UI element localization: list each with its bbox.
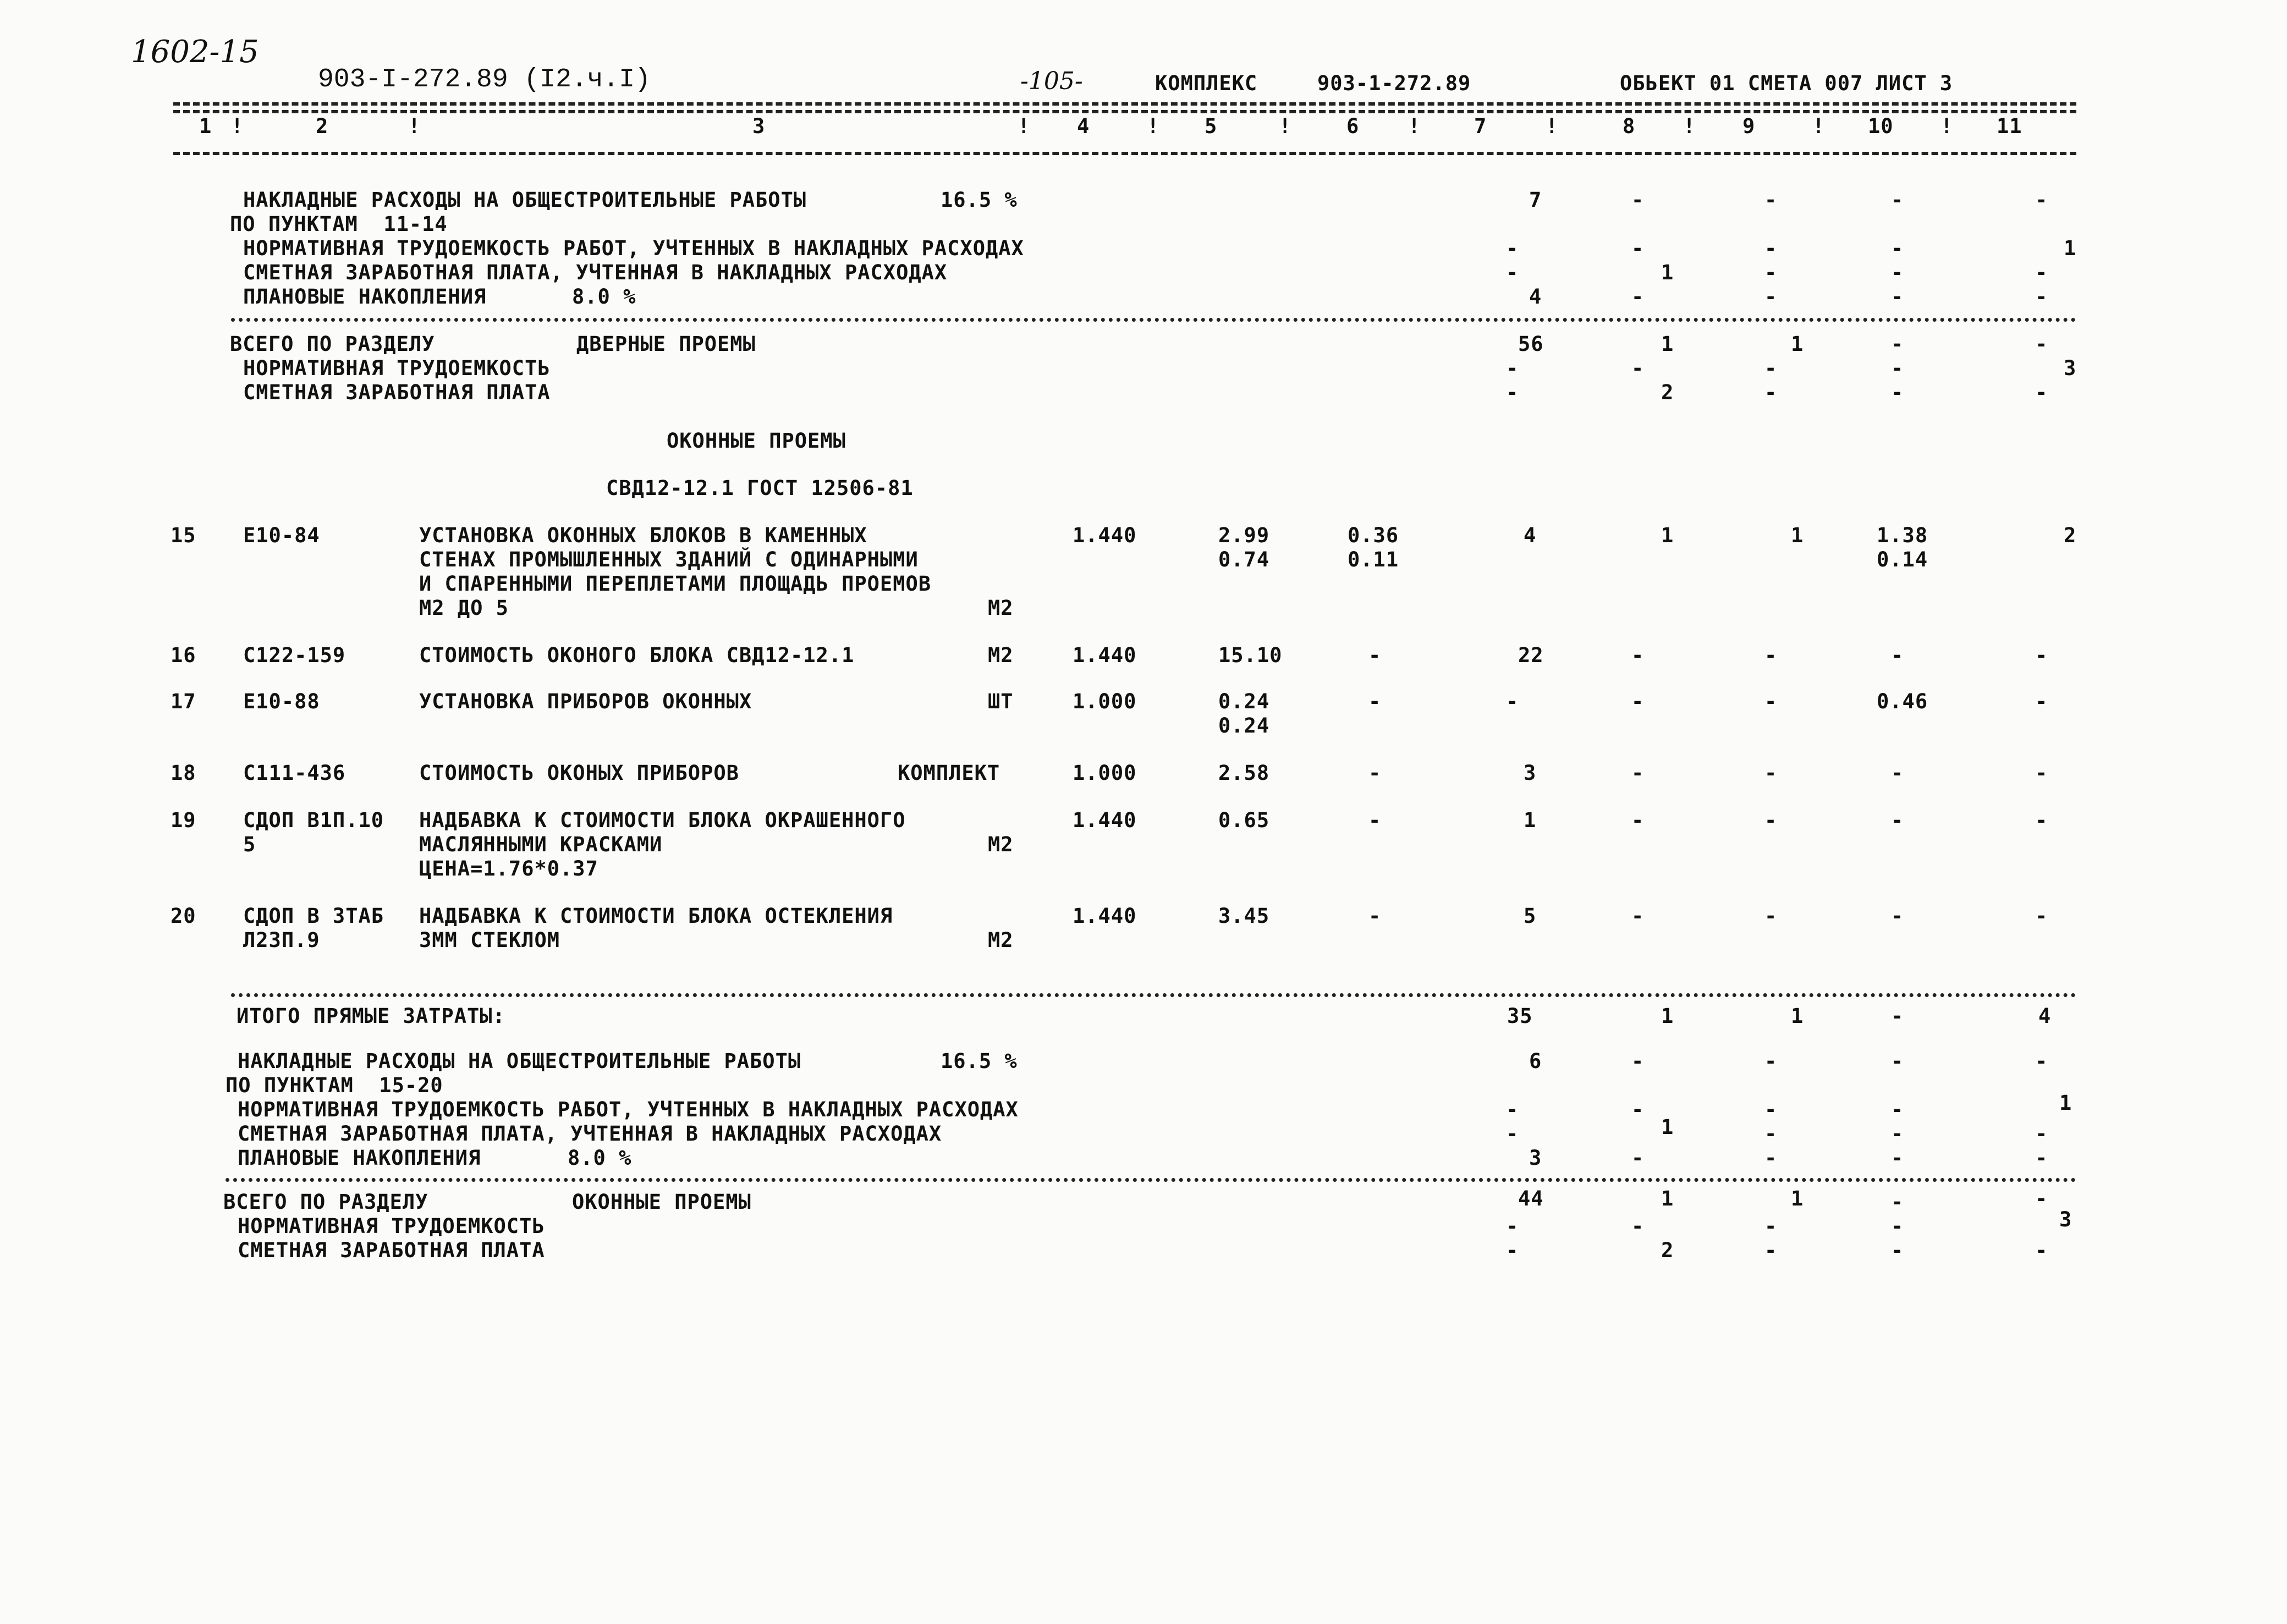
dash-col10: - [1891, 761, 1904, 785]
dash-col11: - [2035, 643, 2048, 667]
dotted-rule-1 [231, 318, 2076, 322]
dash-b2-r4-c9: - [1764, 1122, 1778, 1146]
item-code: СДОП В 3ТАБ [243, 904, 384, 928]
dash-b1-r3-c9: - [1764, 236, 1778, 260]
wage-overhead-label-2: СМЕТНАЯ ЗАРАБОТНАЯ ПЛАТА, УЧТЕННАЯ В НАКЛАДНЫХ РАСХОДАХ [238, 1122, 942, 1146]
item-description: НАДБАВКА К СТОИМОСТИ БЛОКА ОСТЕКЛЕНИЯ [419, 904, 893, 928]
dash-b2-r1-c9: - [1764, 1049, 1778, 1073]
dash-b2-r1-c8: - [1631, 1049, 1645, 1073]
dash-b1-r4-c7: - [1506, 261, 1519, 284]
dash-b2-r1-c10: - [1891, 1049, 1904, 1073]
item-code: С122-159 [243, 643, 346, 667]
column-header-9: 9 [1742, 114, 1756, 138]
dash-b1-r3-c10: - [1891, 236, 1904, 260]
dash-b1-r5-c8: - [1631, 285, 1645, 309]
savings-percent: 8.0 % [572, 285, 636, 309]
dash-col8: - [1631, 904, 1645, 928]
dash-col9: - [1764, 904, 1778, 928]
item-total: 22 [1518, 643, 1544, 667]
column-header-7: 7 [1474, 114, 1487, 138]
norm-labor-overhead-label-2: НОРМАТИВНАЯ ТРУДОЕМКОСТЬ РАБОТ, УЧТЕННЫХ В НАКЛАДНЫХ РАСХОДАХ [238, 1098, 1019, 1121]
item-quantity: 1.440 [1073, 808, 1137, 832]
dash-b1-r4-c11: - [2035, 261, 2048, 284]
norm-labor-overhead-label: НОРМАТИВНАЯ ТРУДОЕМКОСТЬ РАБОТ, УЧТЕННЫХ В НАКЛАДНЫХ РАСХОДАХ [243, 236, 1024, 260]
dash-col8: - [1631, 808, 1645, 832]
item-col8: 1 [1661, 524, 1674, 547]
dash-t2-r1-c10: - [1891, 1190, 1904, 1214]
item-unit: КОМПЛЕКТ [898, 761, 1000, 785]
item-code: Е10-88 [243, 690, 320, 713]
dash-col9: - [1764, 761, 1778, 785]
header-rule-top [173, 102, 2076, 106]
item-description: СТОИМОСТЬ ОКОНЫХ ПРИБОРОВ [419, 761, 739, 785]
savings-label-2: ПЛАНОВЫЕ НАКОПЛЕНИЯ [238, 1146, 481, 1170]
dash-b2-r5-c9: - [1764, 1146, 1778, 1170]
dash-b2-r5-c8: - [1631, 1146, 1645, 1170]
item-description: И СПАРЕННЫМИ ПЕРЕПЛЕТАМИ ПЛОЩАДЬ ПРОЕМОВ [419, 572, 932, 596]
dash-b2-r3-c10: - [1891, 1098, 1904, 1121]
section-wage-c8: 2 [1661, 381, 1674, 404]
dash-b2-r3-c9: - [1764, 1098, 1778, 1121]
dash-b2-r4-c7: - [1506, 1122, 1519, 1146]
overhead-label: НАКЛАДНЫЕ РАСХОДЫ НА ОБЩЕСТРОИТЕЛЬНЫЕ РАБОТЫ [243, 188, 807, 212]
dash-b1-r4-c10: - [1891, 261, 1904, 284]
overhead-c7: 7 [1529, 188, 1542, 212]
dash-t1-r1-c11: - [2035, 332, 2048, 356]
by-items-label: ПО ПУНКТАМ 11-14 [230, 212, 448, 236]
item-total: 4 [1524, 524, 1537, 547]
column-separator: ! [231, 114, 244, 138]
direct-costs-label: ИТОГО ПРЯМЫЕ ЗАТРАТЫ: [237, 1004, 505, 1028]
item-code: Е10-84 [243, 524, 320, 547]
item-total: 3 [1524, 761, 1537, 785]
section-norm-labor-c11-2: 3 [2059, 1208, 2072, 1231]
item-quantity: 1.000 [1073, 761, 1137, 785]
dash-col6: - [1368, 808, 1382, 832]
document-code: 903-I-272.89 (I2.ч.I) [318, 65, 651, 95]
item-code-cont: Л23П.9 [243, 928, 320, 952]
dash-d-c10: - [1891, 1004, 1904, 1028]
dash-b1-r1-c9: - [1764, 188, 1778, 212]
dash-col7: - [1506, 690, 1519, 713]
dotted-rule-3 [226, 1178, 2076, 1182]
dash-t2-r2-c10: - [1891, 1214, 1904, 1238]
dash-t2-r3-c10: - [1891, 1238, 1904, 1262]
section-subtitle: СВД12-12.1 ГОСТ 12506-81 [606, 476, 914, 500]
item-number: 16 [171, 643, 196, 667]
dash-t2-r1-c11: - [2035, 1187, 2048, 1210]
section-total-label-2: ВСЕГО ПО РАЗДЕЛУ [223, 1190, 428, 1214]
overhead-percent-2: 16.5 % [941, 1049, 1018, 1073]
savings-label: ПЛАНОВЫЕ НАКОПЛЕНИЯ [243, 285, 487, 309]
column-header-10: 10 [1868, 114, 1894, 138]
item-total: 1 [1524, 808, 1537, 832]
section-total-c8-2: 1 [1661, 1187, 1674, 1210]
dash-b1-r3-c7: - [1506, 236, 1519, 260]
dash-t2-r2-c8: - [1631, 1214, 1645, 1238]
dash-col8: - [1631, 761, 1645, 785]
dash-col8: - [1631, 643, 1645, 667]
dash-b1-r5-c9: - [1764, 285, 1778, 309]
page-number: -105- [1020, 67, 1083, 95]
by-items-label-2: ПО ПУНКТАМ 15-20 [226, 1074, 443, 1097]
column-header-2: 2 [316, 114, 329, 138]
dash-b2-r3-c7: - [1506, 1098, 1519, 1121]
column-header-6: 6 [1346, 114, 1360, 138]
dash-col10: - [1891, 643, 1904, 667]
wage-overhead-c8-2: 1 [1661, 1115, 1674, 1139]
item-col6-wage: 0.11 [1348, 548, 1399, 571]
column-separator: ! [1683, 114, 1696, 138]
dash-col10: - [1891, 808, 1904, 832]
dash-t2-r3-c11: - [2035, 1238, 2048, 1262]
item-description: УСТАНОВКА ПРИБОРОВ ОКОННЫХ [419, 690, 752, 713]
item-number: 15 [171, 524, 196, 547]
complex-label: КОМПЛЕКС [1155, 71, 1258, 95]
dash-b2-r3-c8: - [1631, 1098, 1645, 1121]
item-quantity: 1.440 [1073, 643, 1137, 667]
dash-col9: - [1764, 808, 1778, 832]
column-header-8: 8 [1623, 114, 1636, 138]
item-unit-price: 0.65 [1218, 808, 1270, 832]
item-unit-price: 15.10 [1218, 643, 1283, 667]
wage-overhead-label: СМЕТНАЯ ЗАРАБОТНАЯ ПЛАТА, УЧТЕННАЯ В НАКЛАДНЫХ РАСХОДАХ [243, 261, 948, 284]
item-code: С111-436 [243, 761, 346, 785]
dotted-rule-2 [231, 993, 2076, 997]
item-code: СДОП В1П.10 [243, 808, 384, 832]
item-description: ЦЕНА=1.76*0.37 [419, 857, 598, 880]
handwritten-id: 1602-15 [131, 34, 259, 70]
item-unit-price: 0.24 [1218, 690, 1270, 713]
column-separator: ! [1546, 114, 1559, 138]
dash-t1-r3-c7: - [1506, 381, 1519, 404]
item-number: 19 [171, 808, 196, 832]
dash-b1-r4-c9: - [1764, 261, 1778, 284]
dash-col11: - [2035, 690, 2048, 713]
item-unit-price-wage: 0.24 [1218, 714, 1270, 737]
norm-labor-overhead-c11: 1 [2064, 236, 2077, 260]
overhead-percent: 16.5 % [941, 188, 1018, 212]
section-norm-labor-c11: 3 [2064, 356, 2077, 380]
item-unit-price: 2.58 [1218, 761, 1270, 785]
column-separator: ! [1408, 114, 1421, 138]
item-description: СТОИМОСТЬ ОКОНОГО БЛОКА СВД12-12.1 [419, 643, 855, 667]
item-col6: 0.36 [1348, 524, 1399, 547]
dash-t1-r1-c10: - [1891, 332, 1904, 356]
section-wage-label: СМЕТНАЯ ЗАРАБОТНАЯ ПЛАТА [243, 381, 551, 404]
dash-b2-r5-c10: - [1891, 1146, 1904, 1170]
dash-t1-r2-c9: - [1764, 356, 1778, 380]
section-norm-labor-label-2: НОРМАТИВНАЯ ТРУДОЕМКОСТЬ [238, 1214, 545, 1238]
dash-col6: - [1368, 904, 1382, 928]
dash-b1-r3-c8: - [1631, 236, 1645, 260]
item-unit: М2 [988, 643, 1014, 667]
dash-col11: - [2035, 904, 2048, 928]
item-unit: М2 [988, 928, 1014, 952]
dash-col11: - [2035, 761, 2048, 785]
dash-col6: - [1368, 690, 1382, 713]
dash-col8: - [1631, 690, 1645, 713]
object-info: ОБЬЕКТ 01 СМЕТА 007 ЛИСТ 3 [1620, 71, 1953, 95]
dash-t1-r2-c8: - [1631, 356, 1645, 380]
dash-col11: - [2035, 808, 2048, 832]
dash-b2-r4-c10: - [1891, 1122, 1904, 1146]
section-total-c9-2: 1 [1791, 1187, 1804, 1210]
overhead-c7-2: 6 [1529, 1049, 1542, 1073]
column-header-5: 5 [1205, 114, 1218, 138]
section-total-name: ДВЕРНЫЕ ПРОЕМЫ [576, 332, 756, 356]
column-header-11: 11 [1997, 114, 2022, 138]
dash-t1-r2-c10: - [1891, 356, 1904, 380]
dash-b1-r1-c10: - [1891, 188, 1904, 212]
wage-overhead-c8: 1 [1661, 261, 1674, 284]
item-col11: 2 [2064, 524, 2077, 547]
section-wage-c8-2: 2 [1661, 1238, 1674, 1262]
item-description: М2 ДО 5 [419, 596, 509, 620]
savings-c7-2: 3 [1529, 1146, 1542, 1170]
dash-t1-r3-c10: - [1891, 381, 1904, 404]
section-total-label: ВСЕГО ПО РАЗДЕЛУ [230, 332, 435, 356]
dash-t2-r2-c9: - [1764, 1214, 1778, 1238]
item-unit: М2 [988, 596, 1014, 620]
item-quantity: 1.440 [1073, 904, 1137, 928]
item-number: 18 [171, 761, 196, 785]
direct-costs-c7: 35 [1507, 1004, 1533, 1028]
section-wage-label-2: СМЕТНАЯ ЗАРАБОТНАЯ ПЛАТА [238, 1238, 545, 1262]
header-rule-bottom [173, 152, 2076, 155]
dash-b2-r1-c11: - [2035, 1049, 2048, 1073]
item-number: 20 [171, 904, 196, 928]
dash-col6: - [1368, 761, 1382, 785]
item-unit-price: 3.45 [1218, 904, 1270, 928]
item-unit-price: 2.99 [1218, 524, 1270, 547]
section-total-name-2: ОКОННЫЕ ПРОЕМЫ [572, 1190, 751, 1214]
item-unit-price-wage: 0.74 [1218, 548, 1270, 571]
dash-t1-r3-c9: - [1764, 381, 1778, 404]
header-rule-top-2 [173, 110, 2076, 113]
item-col9: 1 [1791, 524, 1804, 547]
savings-percent-2: 8.0 % [568, 1146, 632, 1170]
column-header-4: 4 [1077, 114, 1090, 138]
dash-t1-r3-c11: - [2035, 381, 2048, 404]
dash-b1-r1-c8: - [1631, 188, 1645, 212]
direct-costs-c11: 4 [2038, 1004, 2052, 1028]
dash-col9: - [1764, 643, 1778, 667]
overhead-label-2: НАКЛАДНЫЕ РАСХОДЫ НА ОБЩЕСТРОИТЕЛЬНЫЕ РАБОТЫ [238, 1049, 801, 1073]
dash-b2-r5-c11: - [2035, 1146, 2048, 1170]
item-description: МАСЛЯННЫМИ КРАСКАМИ [419, 833, 663, 856]
item-unit: ШТ [988, 690, 1014, 713]
dash-t2-r3-c7: - [1506, 1238, 1519, 1262]
dash-b1-r5-c10: - [1891, 285, 1904, 309]
column-separator: ! [1279, 114, 1292, 138]
section-total-c7-2: 44 [1518, 1187, 1544, 1210]
item-total: 5 [1524, 904, 1537, 928]
item-number: 17 [171, 690, 196, 713]
section-total-c7: 56 [1518, 332, 1544, 356]
item-code-cont: 5 [243, 833, 256, 856]
column-separator: ! [408, 114, 421, 138]
dash-b1-r1-c11: - [2035, 188, 2048, 212]
complex-code: 903-1-272.89 [1317, 71, 1471, 95]
item-description: СТЕНАХ ПРОМЫШЛЕННЫХ ЗДАНИЙ С ОДИНАРНЫМИ [419, 548, 919, 571]
column-separator: ! [1147, 114, 1160, 138]
column-header-3: 3 [752, 114, 766, 138]
dash-b2-r4-c11: - [2035, 1122, 2048, 1146]
column-separator: ! [1018, 114, 1031, 138]
dash-t1-r2-c7: - [1506, 356, 1519, 380]
item-unit: М2 [988, 833, 1014, 856]
dash-col6: - [1368, 643, 1382, 667]
item-quantity: 1.440 [1073, 524, 1137, 547]
item-col10-wage: 0.14 [1877, 548, 1928, 571]
dash-t2-r3-c9: - [1764, 1238, 1778, 1262]
section-norm-labor-label: НОРМАТИВНАЯ ТРУДОЕМКОСТЬ [243, 356, 551, 380]
dash-t2-r2-c7: - [1506, 1214, 1519, 1238]
column-header-1: 1 [199, 114, 212, 138]
section-total-c9: 1 [1791, 332, 1804, 356]
direct-costs-c8: 1 [1661, 1004, 1674, 1028]
item-quantity: 1.000 [1073, 690, 1137, 713]
direct-costs-c9: 1 [1791, 1004, 1804, 1028]
norm-labor-overhead-c11-2: 1 [2059, 1091, 2072, 1115]
section-title: ОКОННЫЕ ПРОЕМЫ [667, 429, 846, 453]
savings-c7: 4 [1529, 285, 1542, 309]
item-col10: 0.46 [1877, 690, 1928, 713]
item-description: 3ММ СТЕКЛОМ [419, 928, 560, 952]
item-description: УСТАНОВКА ОКОННЫХ БЛОКОВ В КАМЕННЫХ [419, 524, 867, 547]
column-separator: ! [1940, 114, 1954, 138]
dash-b1-r5-c11: - [2035, 285, 2048, 309]
column-separator: ! [1812, 114, 1826, 138]
section-total-c8: 1 [1661, 332, 1674, 356]
dash-col10: - [1891, 904, 1904, 928]
item-col10: 1.38 [1877, 524, 1928, 547]
item-description: НАДБАВКА К СТОИМОСТИ БЛОКА ОКРАШЕННОГО [419, 808, 906, 832]
dash-col9: - [1764, 690, 1778, 713]
